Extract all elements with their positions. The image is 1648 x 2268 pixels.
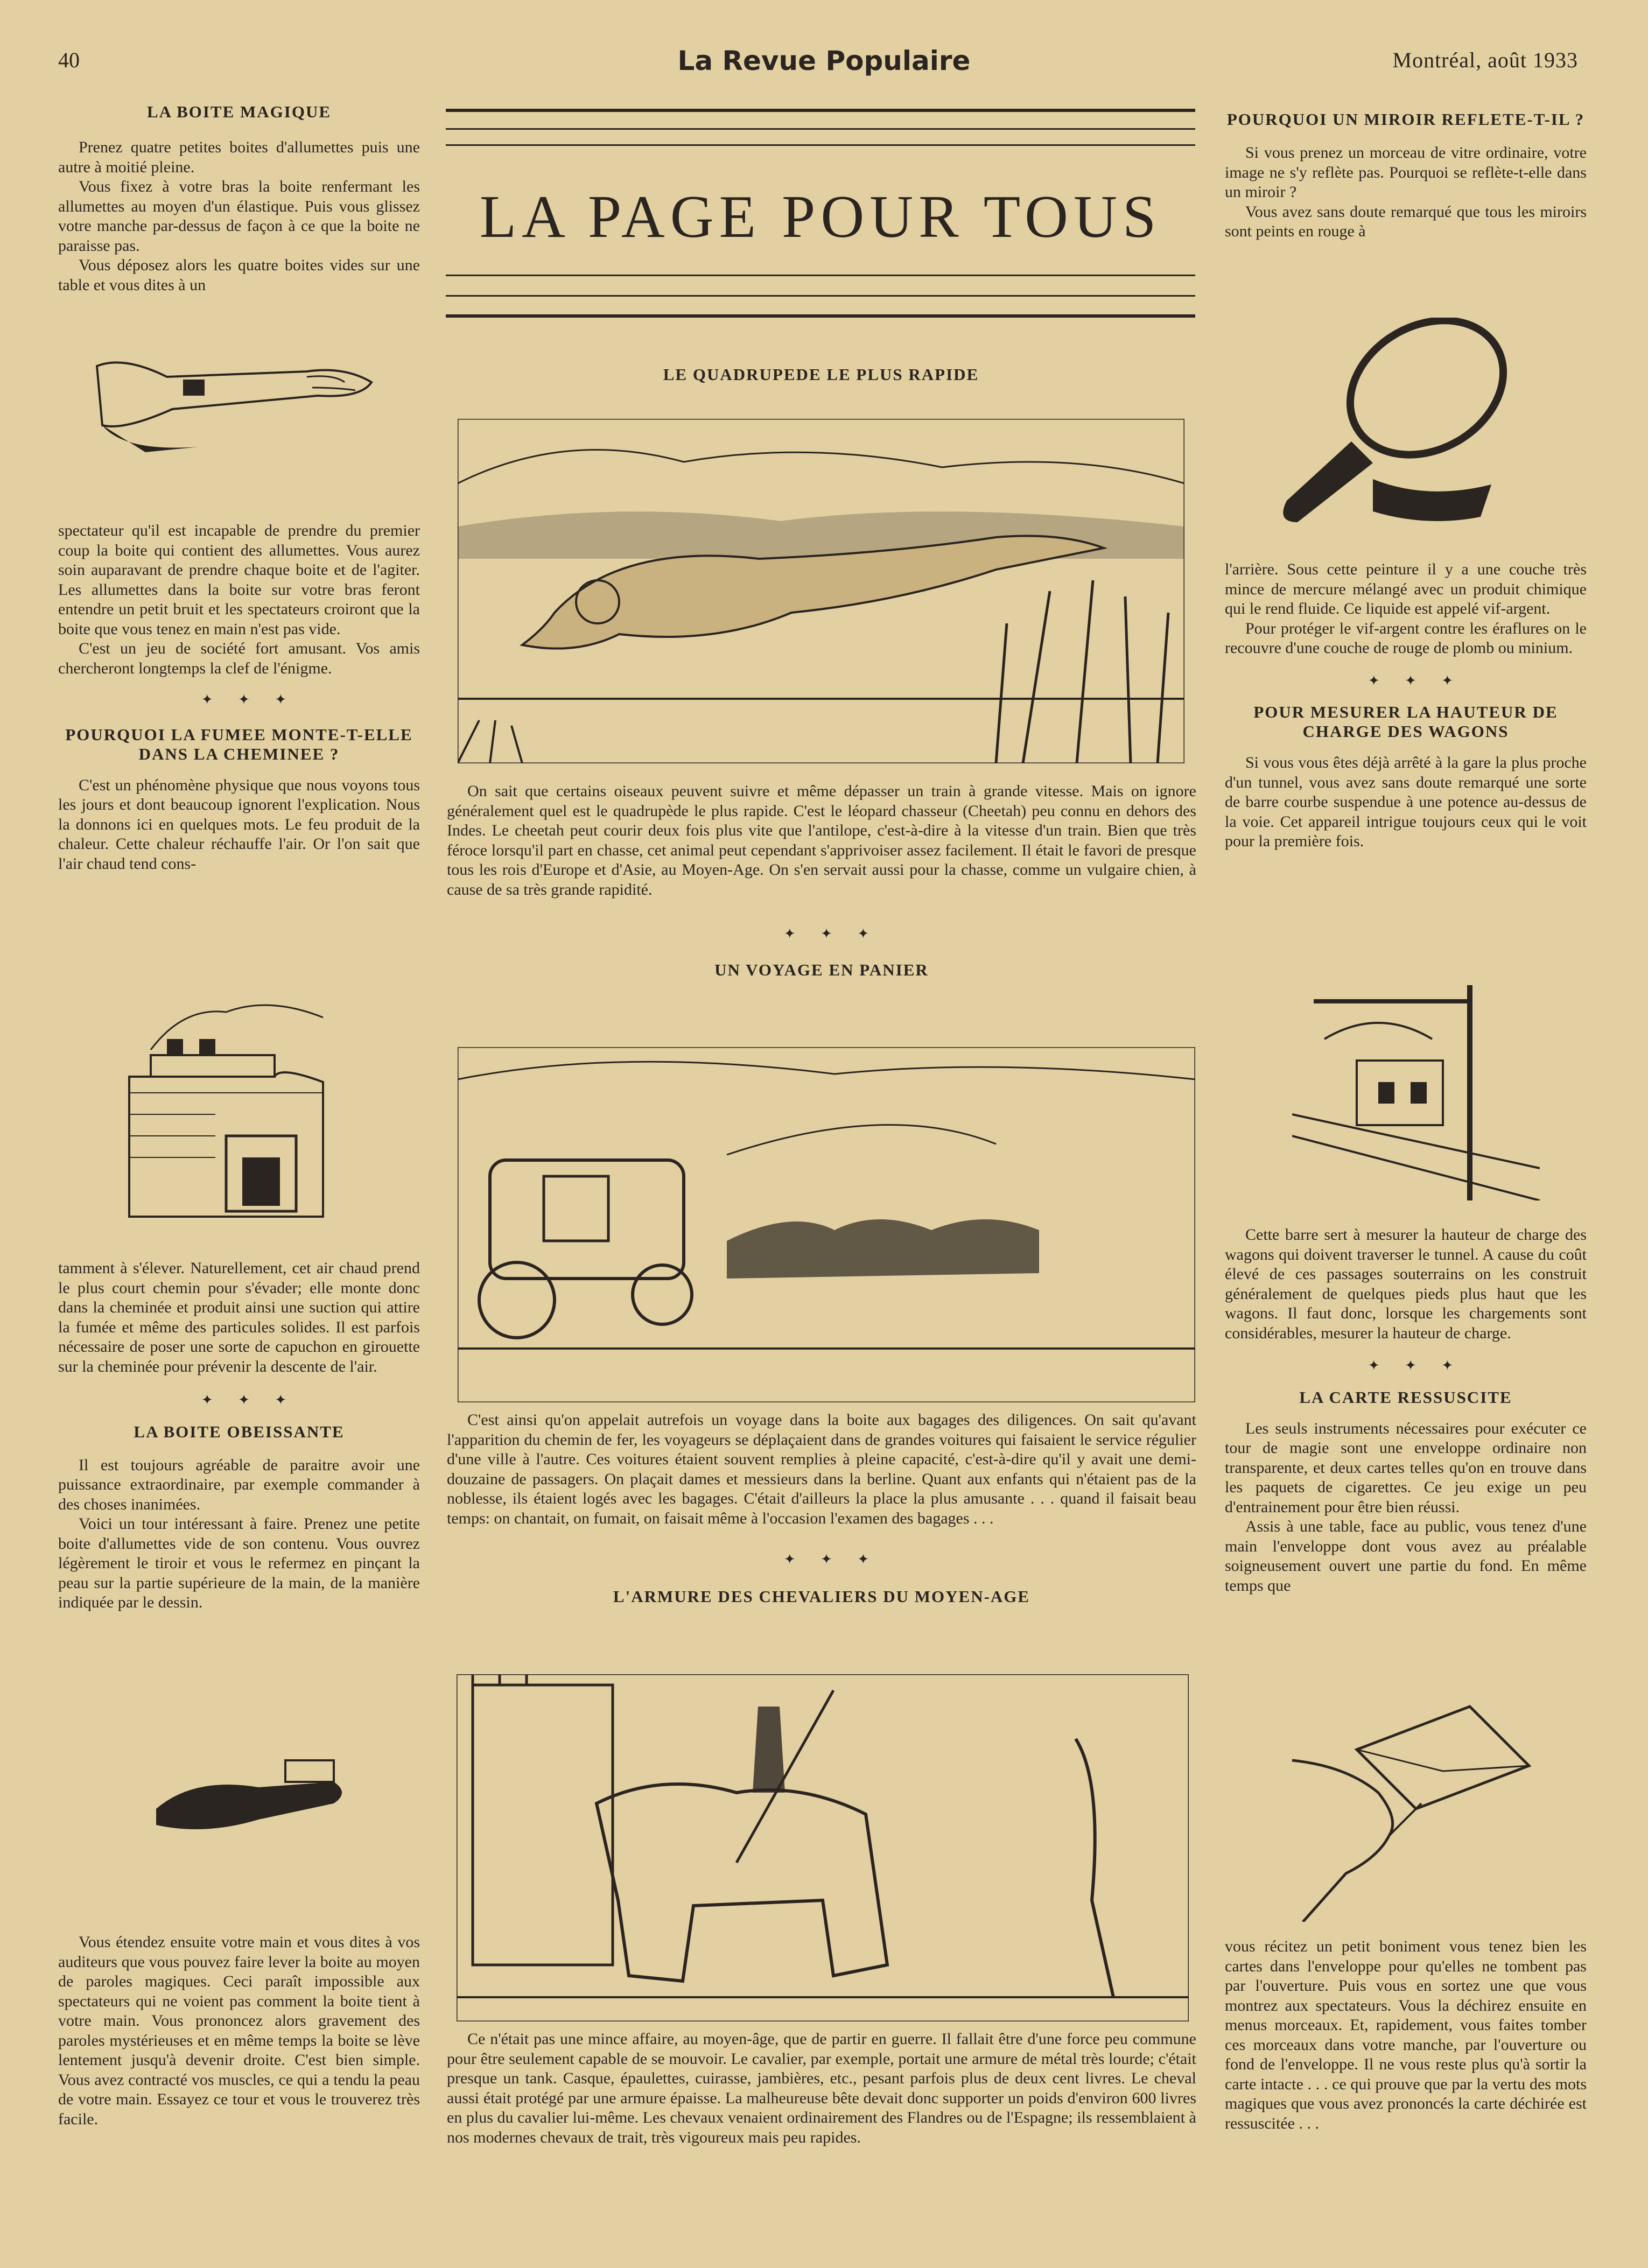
paragraph: Il est toujours agréable de paraitre avoir une puissance extraordinaire, par exemple commander à des choses inanimées. [58, 1456, 420, 1513]
paragraph: tamment à s'élever. Naturellement, cet air chaud prend le plus court chemin pour s'évader; elle monte donc dans la cheminée et produit ainsi une suction qui attire la fumée et même des particules solides. Il est parfois nécessaire de poser une sorte de capuchon en girouette sur la cheminée pour prévenir la descente de l'air. [58, 1259, 420, 1375]
article-carte-cont [1225, 1937, 1587, 2133]
heading: LA BOITE MAGIQUE [146, 102, 332, 121]
paragraph: vous récitez un petit boniment vous tenez bien les cartes dans l'enveloppe pour qu'elles ne tombent pas par l'ouverture. Puis vous en sortez une que vous montrez aux spectateurs. Vous la déchirez ensuite en menus morceaux. Et, rapidement, vous faites tomber ces morceaux dans votre manche, par l'ouverture ou fond de l'enveloppe. Il ne vous reste plus qu'à sortir la carte intacte . . . ce qui prouve que par la vertu des mots magiques que vous avez prononcés la carte déchirée est ressuscitée . . . [1225, 1937, 1587, 2132]
heading: POURQUOI UN MIROIR REFLETE-T-IL ? [1226, 110, 1585, 129]
article-voyage-body [447, 1410, 1196, 1606]
section-divider: ✦ ✦ ✦ [201, 1392, 298, 1408]
title-rule [446, 275, 1195, 276]
paragraph: Si vous vous êtes déjà arrêté à la gare la plus proche d'un tunnel, vous avez sans doute remarqué une sorte de barre courbe suspendue à une potence au-dessus de la voie. Cet appareil intrigue toujours ceux qui le voit pour la première fois. [1225, 754, 1587, 850]
paragraph: Assis à une table, face au public, vous tenez d'une main l'enveloppe dont vous avez au préalable soigneusement ouvert une partie du fond. En même temps que [1225, 1518, 1587, 1595]
article-hauteur-cont [1225, 1225, 1587, 1596]
article-miroir-cont [1225, 560, 1587, 852]
envelope-illustration [1281, 1696, 1540, 1922]
heading: UN VOYAGE EN PANIER [714, 960, 929, 979]
cheetah-illustration [458, 419, 1184, 763]
arm-illustration [92, 345, 382, 463]
article-armure-body [447, 2030, 1196, 2147]
paragraph: Vous déposez alors les quatre boites vides sur une table et vous dites à un [58, 256, 420, 294]
stagecoach-illustration [458, 1047, 1195, 1402]
knight-illustration [457, 1674, 1189, 2021]
article-obeissante-cont [58, 1933, 420, 2129]
paragraph: Ce n'était pas une mince affaire, au moyen-âge, que de partir en guerre. Il fallait être d'une force peu commune pour être seulement capable de se mouvoir. Le cavalier, par exemple, portait une armure de métal très lourde; c'était presque un tank. Casque, épaulettes, cuirasse, jambières, etc., pesant parfois plus de deux cent livres. Le cheval aussi était protégé par une armure épaisse. La malheureuse bête devait donc supporter un poids d'environ 600 livres en plus du cavalier lui-même. Les chevaux venaient ordinairement des Flandres ou de l'Espagne; ils ressemblaient à nos modernes chevaux de trait, très vigoureux mais peu rapides. [447, 2030, 1196, 2146]
article-fumee-cont [58, 1259, 420, 1613]
chimney-illustration [118, 985, 345, 1227]
paragraph: Si vous prenez un morceau de vitre ordinaire, votre image ne s'y reflète pas. Pourquoi se reflète-t-elle dans un miroir ? [1225, 144, 1587, 201]
paragraph: C'est un jeu de société fort amusant. Vos amis chercheront longtemps la clef de l'énigme. [58, 640, 420, 677]
article-quadrupede [452, 365, 1190, 384]
article-quadrupede-body [447, 782, 1196, 980]
heading: LA CARTE RESSUSCITE [1299, 1387, 1512, 1407]
title-rule [446, 144, 1195, 146]
hand-matchbox-illustration [151, 1744, 355, 1852]
heading: LE QUADRUPEDE LE PLUS RAPIDE [663, 365, 979, 384]
heading: POURQUOI LA FUMEE MONTE-T-ELLE DANS LA CHEMINEE ? [65, 725, 413, 763]
section-divider: ✦ ✦ ✦ [1368, 1358, 1464, 1373]
publication-title: La Revue Populaire [677, 45, 971, 76]
page-number: 40 [58, 48, 80, 72]
paragraph: Cette barre sert à mesurer la hauteur de charge des wagons qui doivent traverser le tunnel. A cause du coût élevé de ces passages souterrains on les construit généralement de quelques pieds plus haut que les wagons. Il faut donc, lorsque les chargements sont considérables, mesurer la hauteur de charge. [1225, 1226, 1587, 1342]
heading: L'ARMURE DES CHEVALIERS DU MOYEN-AGE [613, 1586, 1030, 1606]
paragraph: Voici un tour intéressant à faire. Prenez une petite boite d'allumettes vide de son contenu. Vous ouvrez légèrement le tiroir et vous le refermez en pinçant la peau sur la partie supérieure de la main, de la manière indiquée par le dessin. [58, 1515, 420, 1611]
title-rule [446, 314, 1195, 318]
title-rule [446, 128, 1195, 130]
title-rule [446, 295, 1195, 297]
paragraph: Vous étendez ensuite votre main et vous dites à vos auditeurs que vous pouvez faire lever la boite au moyen de paroles magiques. Ceci paraît impossible aux spectateurs qui ne voient pas comment la boite tient à votre main. Vous prononcez alors gravement des paroles mystérieuses et en même temps la boite se lève lentement jusqu'à devenir droite. C'est bien simple. Vous avez contracté vos muscles, ce qui a tendu la peau de votre main. Essayez ce tour et vous le trouverez très facile. [58, 1933, 420, 2128]
section-divider: ✦ ✦ ✦ [1368, 672, 1464, 689]
article-miroir [1225, 110, 1587, 242]
paragraph: Vous fixez à votre bras la boite renfermant les allumettes au moyen d'un élastique. Puis vous glissez votre manche par-dessus de façon à ce que la boite ne paraisse pas. [58, 178, 420, 255]
page-title: LA PAGE POUR TOUS [479, 184, 1162, 250]
section-divider: ✦ ✦ ✦ [201, 692, 298, 707]
heading: POUR MESURER LA HAUTEUR DE CHARGE DES WAGONS [1253, 703, 1558, 741]
paragraph: Prenez quatre petites boites d'allumettes puis une autre à moitié pleine. [58, 138, 420, 176]
paragraph: Les seuls instruments nécessaires pour exécuter ce tour de magie sont une enveloppe ordinaire non transparente, et deux cartes telles qu'on en trouve dans les paquets de cigarettes. Ce jeu exige un peu d'entrainement pour être bien réussi. [1225, 1419, 1587, 1516]
paragraph: On sait que certains oiseaux peuvent suivre et même dépasser un train à grande vitesse. Mais on ignore généralement quel est le quadrupède le plus rapide. C'est le léopard chasseur (Cheetah) peu connu en dehors des Indes. Le cheetah peut courir deux fois plus vite que l'antilope, c'est-à-dire à la vitesse d'un train. Bien que très féroce lorsqu'il part en chasse, cet animal peut cependant s'apprivoiser assez facilement. Il était le favori de presque tous les rois d'Europe et d'Asie, au Moyen-Age. On s'en servait aussi pour la chasse, comme un vulgaire chien, à cause de sa très grande rapidité. [447, 782, 1196, 898]
paragraph: C'est ainsi qu'on appelait autrefois un voyage dans la boite aux bagages des diligences. On sait qu'avant l'apparition du chemin de fer, les voyageurs se déplaçaient dans de grandes voitures qui faisaient le service régulier d'une ville à l'autre. Ces voitures étaient souvent remplies à pleine capacité, c'est-à-dire qu'il y avait une demi-douzaine de passagers. On plaçait dames et messieurs dans la berline. Quant aux enfants qui n'étaient pas de la noblesse, ils étaient logés avec les bagages. C'était d'ailleurs la place la plus amusante . . . quand il faisait beau temps: on chantait, on fumait, on faisait même à l'occasion l'examen des bagages . . . [447, 1411, 1196, 1527]
section-divider: ✦ ✦ ✦ [783, 926, 880, 942]
page-header [0, 47, 1648, 80]
paragraph: C'est un phénomène physique que nous voyons tous les jours et dont beaucoup ignorent l'explication. Nous la donnons ici en quelques mots. Le feu produit de la chaleur. Cette chaleur réchauffe l'air. Or l'on sait que l'air chaud tend cons- [58, 776, 420, 873]
section-divider: ✦ ✦ ✦ [783, 1551, 880, 1567]
heading: LA BOITE OBEISSANTE [134, 1422, 345, 1441]
paragraph: Pour protéger le vif-argent contre les éraflures on le recouvre d'une couche de rouge de plomb ou minium. [1225, 619, 1587, 657]
mirror-illustration [1265, 318, 1524, 533]
paragraph: Vous avez sans doute remarqué que tous les miroirs sont peints en rouge à [1225, 202, 1587, 240]
title-rule [446, 109, 1195, 112]
paragraph: spectateur qu'il est incapable de prendre du premier coup la boite qui contient des allumettes. Vous aurez soin auparavant de prendre chaque boite et de l'agiter. Les allumettes dans la boite sur votre bras feront entendre un petit bruit et les spectateurs croiront que la boite que vous tenez en main n'est pas vide. [58, 522, 420, 638]
article-boite-magique [58, 102, 420, 295]
issue-date: Montréal, août 1933 [1392, 48, 1578, 72]
paragraph: l'arrière. Sous cette peinture il y a une couche très mince de mercure mélangé avec un produit chimique qui le rend fluide. Ce liquide est appelé vif-argent. [1225, 560, 1587, 617]
railway-gauge-illustration [1292, 974, 1540, 1200]
article-boite-magique-cont [58, 521, 420, 874]
